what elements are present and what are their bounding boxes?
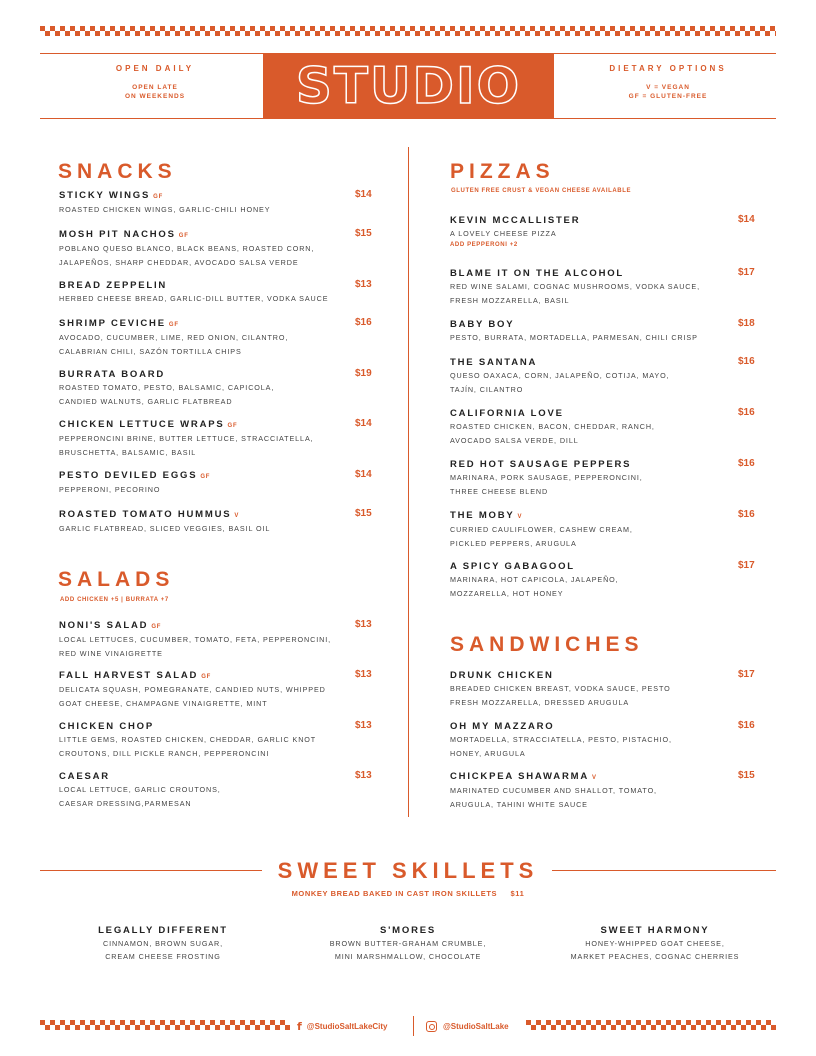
item-name: THE SANTANA (450, 357, 538, 368)
menu-item (59, 771, 379, 810)
item-price: $17 (738, 267, 755, 278)
item-name: NONI'S SALAD GF (59, 620, 162, 631)
item-price: $13 (355, 720, 372, 731)
menu-item (450, 721, 770, 760)
item-price: $17 (738, 669, 755, 680)
menu-item (59, 509, 379, 536)
dietary-tag: V (517, 514, 523, 520)
sweet-skillets-price: $11 (510, 889, 525, 898)
item-name: SHRIMP CEVICHE GF (59, 318, 179, 329)
item-price: $16 (738, 356, 755, 367)
studio-logo (263, 54, 554, 118)
item-description: POBLANO QUESO BLANCO, BLACK BEANS, ROASTED CORN, (59, 244, 315, 253)
column-divider (408, 147, 409, 817)
item-description: THREE CHEESE BLEND (450, 486, 549, 496)
dietary-tag: GF (200, 474, 211, 480)
item-description: HERBED CHEESE BREAD, GARLIC-DILL BUTTER, VODKA SAUCE (59, 294, 329, 303)
menu-item (450, 357, 770, 396)
item-description: MOZZARELLA, HOT HONEY (450, 588, 564, 598)
item-description: MARINARA, PORK SAUSAGE, PEPPERONCINI, (450, 473, 643, 482)
menu-item (59, 670, 379, 710)
item-price: $14 (738, 214, 755, 225)
skillet-name: SWEET HARMONY (600, 925, 710, 936)
item-description: CANDIED WALNUTS, GARLIC FLATBREAD (59, 396, 233, 406)
item-description: LOCAL LETTUCES, CUCUMBER, TOMATO, FETA, PEPPERONCINI, (59, 635, 332, 644)
menu-item (450, 459, 770, 498)
menu-item (59, 280, 379, 306)
item-name: OH MY MAZZARO (450, 721, 555, 732)
open-daily-label: OPEN DAILY (115, 64, 195, 73)
item-name: CHICKEN LETTUCE WRAPS GF (59, 419, 238, 430)
logo-text: STUDIO (295, 57, 522, 115)
item-description: JALAPEÑOS, SHARP CHEDDAR, AVOCADO SALSA VERDE (59, 257, 299, 267)
instagram-link[interactable]: @StudioSaltLake (426, 1018, 509, 1034)
item-description: CROUTONS, DILL PICKLE RANCH, PEPPERONCINI (59, 748, 270, 758)
item-name: RED HOT SAUSAGE PEPPERS (450, 459, 632, 470)
snacks-title: SNACKS (58, 160, 177, 183)
item-addon: ADD PEPPERONI +2 (450, 241, 518, 248)
menu-item (59, 721, 379, 760)
item-description: ROASTED CHICKEN, BACON, CHEDDAR, RANCH, (450, 422, 655, 431)
item-name: STICKY WINGS GF (59, 190, 164, 201)
item-description: PEPPERONCINI BRINE, BUTTER LETTUCE, STRACCIATELLA, (59, 434, 314, 443)
skillet-item (298, 925, 518, 963)
item-name: PESTO DEVILED EGGS GF (59, 470, 211, 481)
item-description: CURRIED CAULIFLOWER, CASHEW CREAM, (450, 525, 633, 534)
menu-item (450, 215, 770, 248)
dietary-tag: V (234, 513, 240, 519)
item-name: ROASTED TOMATO HUMMUS V (59, 509, 240, 520)
item-description: BRUSCHETTA, BALSAMIC, BASIL (59, 447, 197, 457)
pizzas-note: GLUTEN FREE CRUST & VEGAN CHEESE AVAILABLE (451, 188, 632, 194)
item-price: $15 (355, 508, 372, 519)
header-left (70, 64, 240, 101)
item-name: THE MOBY V (450, 510, 523, 521)
item-description: HONEY, ARUGULA (450, 748, 526, 758)
menu-item (59, 470, 379, 497)
skillet-description: CINNAMON, BROWN SUGAR, CREAM CHEESE FROSTING (102, 939, 224, 961)
item-description: FRESH MOZZARELLA, BASIL (450, 295, 570, 305)
item-description: MARINARA, HOT CAPICOLA, JALAPEÑO, (450, 575, 619, 584)
dietary-options-label: DIETARY OPTIONS (609, 64, 727, 73)
item-price: $14 (355, 469, 372, 480)
menu-item (59, 369, 379, 408)
skillet-name: S'MORES (379, 925, 437, 936)
menu-item (59, 318, 379, 358)
item-description: CALABRIAN CHILI, SAZÓN TORTILLA CHIPS (59, 346, 242, 356)
item-description: MARINATED CUCUMBER AND SHALLOT, TOMATO, (450, 786, 657, 795)
item-price: $16 (355, 317, 372, 328)
item-description: PESTO, BURRATA, MORTADELLA, PARMESAN, CHILI CRISP (450, 333, 698, 342)
item-name: CHICKPEA SHAWARMA V (450, 771, 597, 782)
item-description: ROASTED CHICKEN WINGS, GARLIC-CHILI HONEY (59, 205, 271, 214)
dietary-tag: GF (178, 233, 189, 239)
sweet-skillets-note: MONKEY BREAD BAKED IN CAST IRON SKILLETS $11 (291, 889, 525, 898)
item-name: CAESAR (59, 771, 110, 782)
pizzas-title: PIZZAS (450, 160, 555, 183)
skillet-name: LEGALLY DIFFERENT (98, 925, 228, 936)
dietary-legend: V = VEGAN GF = GLUTEN-FREE (628, 84, 708, 100)
header-bottom-rule (40, 118, 776, 119)
menu-item (450, 670, 770, 709)
sandwiches-title: SANDWICHES (450, 633, 644, 656)
item-description: TAJÍN, CILANTRO (450, 384, 524, 394)
item-name: BLAME IT ON THE ALCOHOL (450, 268, 625, 279)
menu-item (59, 620, 379, 660)
item-price: $16 (738, 458, 755, 469)
item-description: LITTLE GEMS, ROASTED CHICKEN, CHEDDAR, GARLIC KNOT (59, 735, 317, 744)
menu-item (59, 190, 379, 217)
item-description: A LOVELY CHEESE PIZZA (450, 229, 557, 238)
salads-add-note: ADD CHICKEN +5 | BURRATA +7 (60, 597, 169, 603)
dietary-tag: GF (227, 423, 238, 429)
item-name: BURRATA BOARD (59, 369, 166, 380)
menu-item (59, 419, 379, 459)
instagram-icon (426, 1021, 437, 1032)
item-description: DELICATA SQUASH, POMEGRANATE, CANDIED NUTS, WHIPPED (59, 685, 326, 694)
item-price: $19 (355, 368, 372, 379)
item-name: BABY BOY (450, 319, 515, 330)
item-description: GOAT CHEESE, CHAMPAGNE VINAIGRETTE, MINT (59, 698, 268, 708)
item-description: CAESAR DRESSING,PARMESAN (59, 798, 192, 808)
item-name: DRUNK CHICKEN (450, 670, 554, 681)
item-description: ROASTED TOMATO, PESTO, BALSAMIC, CAPICOLA, (59, 383, 275, 392)
dietary-tag: GF (201, 674, 212, 680)
footer-separator (413, 1016, 414, 1036)
item-description: LOCAL LETTUCE, GARLIC CROUTONS, (59, 785, 221, 794)
item-name: KEVIN MCCALLISTER (450, 215, 581, 226)
dietary-tag: GF (168, 322, 179, 328)
item-price: $16 (738, 720, 755, 731)
item-description: GARLIC FLATBREAD, SLICED VEGGIES, BASIL OIL (59, 524, 271, 533)
item-name: BREAD ZEPPELIN (59, 280, 168, 291)
item-name: FALL HARVEST SALAD GF (59, 670, 212, 681)
item-description: RED WINE SALAMI, COGNAC MUSHROOMS, VODKA SAUCE, (450, 282, 700, 291)
facebook-link[interactable]: f @StudioSaltLakeCity (297, 1019, 388, 1033)
item-description: ARUGULA, TAHINI WHITE SAUCE (450, 799, 588, 809)
menu-item (59, 229, 379, 269)
facebook-icon: f (297, 1019, 302, 1033)
item-price: $16 (738, 509, 755, 520)
item-name: CALIFORNIA LOVE (450, 408, 564, 419)
item-description: RED WINE VINAIGRETTE (59, 648, 163, 658)
item-price: $13 (355, 770, 372, 781)
dietary-tag: V (591, 775, 597, 781)
item-price: $15 (738, 770, 755, 781)
open-late-note: OPEN LATE ON WEEKENDS (124, 84, 186, 100)
item-price: $17 (738, 560, 755, 571)
dietary-tag: GF (153, 194, 164, 200)
item-price: $15 (355, 228, 372, 239)
menu-item (450, 561, 770, 600)
item-price: $13 (355, 279, 372, 290)
sweet-skillets-title: SWEET SKILLETS (277, 858, 539, 883)
top-checker-border (40, 26, 776, 36)
item-description: PICKLED PEPPERS, ARUGULA (450, 538, 577, 548)
item-description: BREADED CHICKEN BREAST, VODKA SAUCE, PESTO (450, 684, 671, 693)
menu-item (450, 408, 770, 447)
item-description: PEPPERONI, PECORINO (59, 485, 161, 494)
header-right (583, 64, 753, 101)
menu-item (450, 510, 770, 550)
item-price: $18 (738, 318, 755, 329)
item-name: CHICKEN CHOP (59, 721, 154, 732)
skillet-description: BROWN BUTTER-GRAHAM CRUMBLE, MINI MARSHMALLOW, CHOCOLATE (329, 939, 487, 961)
item-description: AVOCADO, CUCUMBER, LIME, RED ONION, CILANTRO, (59, 333, 289, 342)
item-price: $16 (738, 407, 755, 418)
item-price: $13 (355, 669, 372, 680)
item-description: QUESO OAXACA, CORN, JALAPEÑO, COTIJA, MAYO, (450, 371, 670, 380)
menu-item (450, 268, 770, 307)
menu-item (450, 771, 770, 811)
item-description: AVOCADO SALSA VERDE, DILL (450, 435, 579, 445)
item-name: A SPICY GABAGOOL (450, 561, 575, 572)
bottom-checker-left (40, 1020, 290, 1030)
skillet-description: HONEY-WHIPPED GOAT CHEESE, MARKET PEACHES, COGNAC CHERRIES (570, 939, 740, 961)
item-price: $13 (355, 619, 372, 630)
skillet-item (545, 925, 765, 963)
dietary-tag: GF (151, 624, 162, 630)
menu-item (450, 319, 770, 345)
item-price: $14 (355, 189, 372, 200)
item-price: $14 (355, 418, 372, 429)
bottom-checker-right (526, 1020, 776, 1030)
item-description: MORTADELLA, STRACCIATELLA, PESTO, PISTACHIO, (450, 735, 672, 744)
item-description: FRESH MOZZARELLA, DRESSED ARUGULA (450, 697, 630, 707)
item-name: MOSH PIT NACHOS GF (59, 229, 189, 240)
salads-title: SALADS (58, 568, 175, 591)
skillet-item (53, 925, 273, 963)
